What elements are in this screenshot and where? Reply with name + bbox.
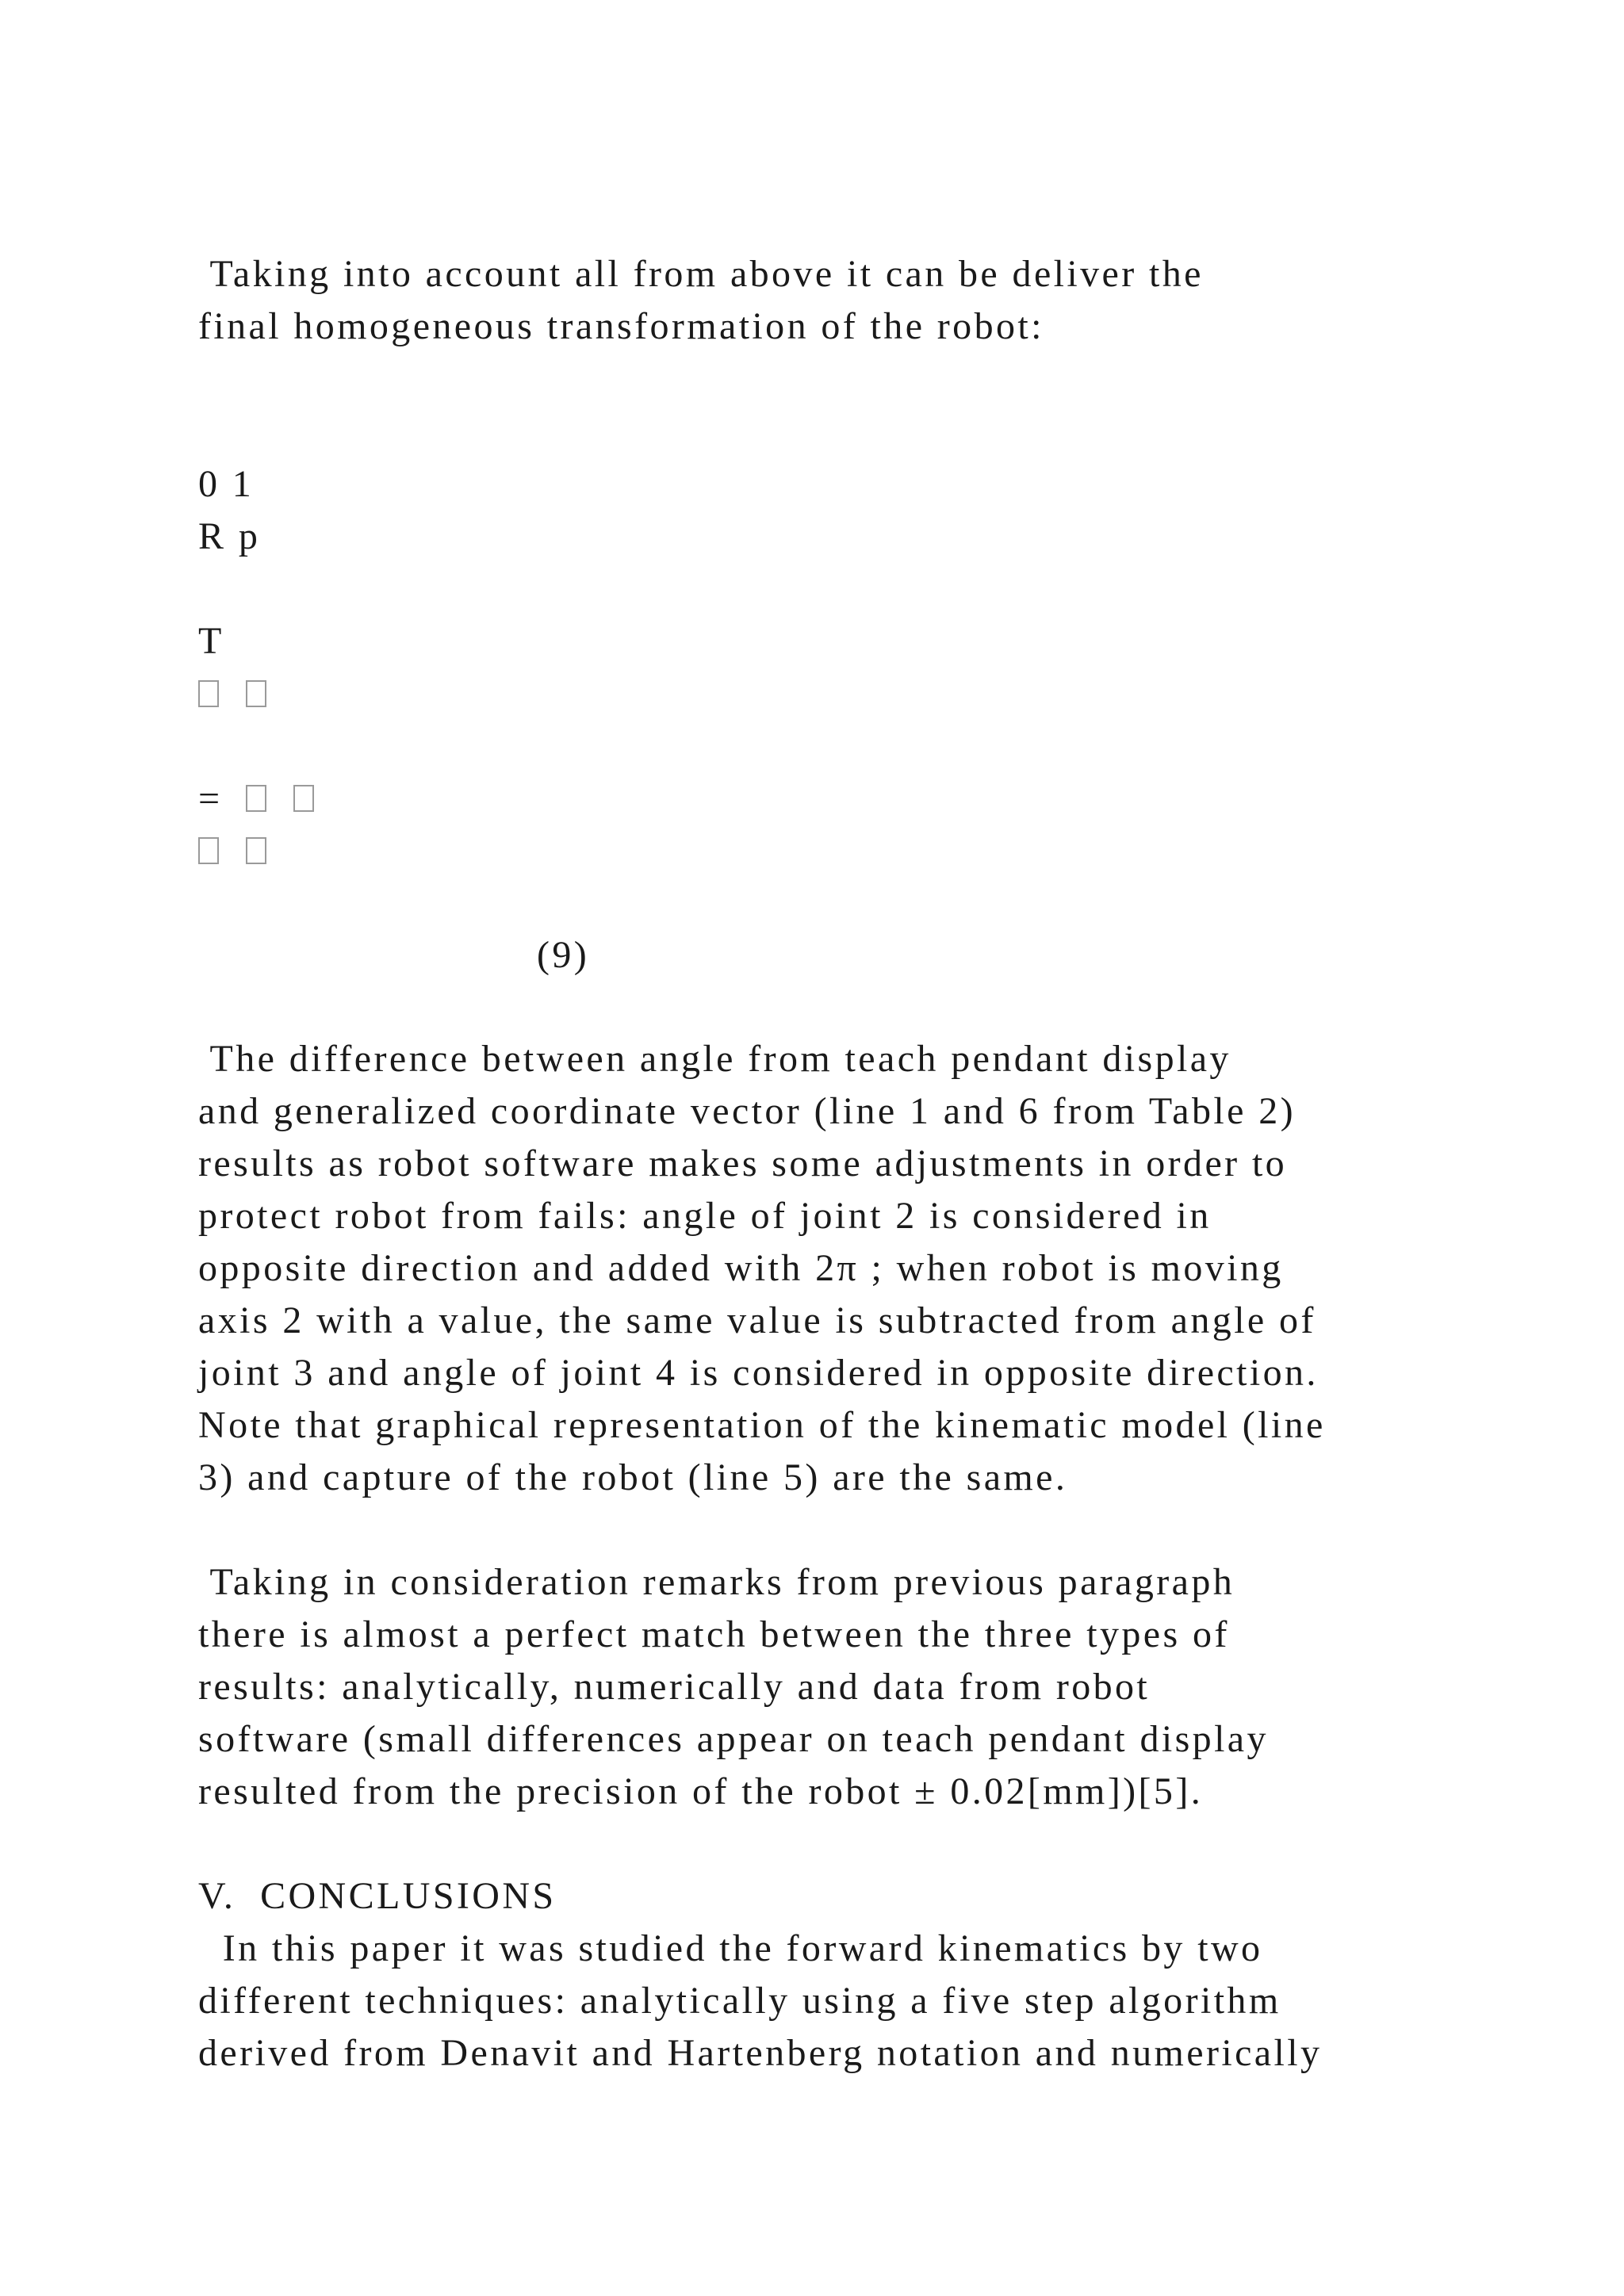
missing-glyph-icon <box>246 680 266 707</box>
paragraph3-line1: Taking in consideration remarks from previous paragraph <box>198 1561 1235 1603</box>
paragraph2-line9: 3) and capture of the robot (line 5) are the same. <box>198 1456 1068 1498</box>
paragraph2-line7: joint 3 and angle of joint 4 is considered in opposite direction. <box>198 1352 1319 1394</box>
equals-sign: = <box>198 777 223 820</box>
equation-bracket-row-1 <box>198 668 293 720</box>
paragraph2-line1: The difference between angle from teach pendant display <box>198 1038 1231 1080</box>
paragraph2-line5: opposite direction and added with 2π ; when robot is moving <box>198 1247 1284 1289</box>
paragraph2-line4: protect robot from fails: angle of joint 2 is considered in <box>198 1195 1212 1237</box>
paragraph1-line2: final homogeneous transformation of the robot: <box>198 305 1044 347</box>
paragraph3-line2: there is almost a perfect match between the three types of <box>198 1613 1230 1655</box>
paragraph3-line4: software (small differences appear on teach pendant display <box>198 1718 1269 1760</box>
missing-glyph-icon <box>246 785 266 812</box>
paragraph2-line3: results as robot software makes some adjustments in order to <box>198 1142 1288 1184</box>
equation-bracket-row-3 <box>198 825 293 877</box>
conclusions-line2: different techniques: analytically using a five step algorithm <box>198 1980 1281 2022</box>
missing-glyph-icon <box>198 837 219 864</box>
paragraph1-line1: Taking into account all from above it can be deliver the <box>198 253 1204 295</box>
equation-row-rp: R p <box>198 515 261 557</box>
conclusions-line1: In this paper it was studied the forward kinematics by two <box>198 1927 1263 1969</box>
equation-bracket-row-2 <box>198 772 341 825</box>
missing-glyph-icon <box>293 785 314 812</box>
section-heading-conclusions: V. CONCLUSIONS <box>198 1875 557 1917</box>
paragraph3-line5: resulted from the precision of the robot ± 0.02[mm])[5]. <box>198 1770 1204 1812</box>
equation-row-t: T <box>198 620 224 662</box>
equation-row-indices: 0 1 <box>198 463 255 505</box>
conclusions-line3: derived from Denavit and Hartenberg notation and numerically <box>198 2032 1323 2074</box>
paragraph2-line8: Note that graphical representation of the kinematic model (line <box>198 1404 1326 1446</box>
missing-glyph-icon <box>198 680 219 707</box>
missing-glyph-icon <box>246 837 266 864</box>
equation-number: (9) <box>537 934 590 976</box>
paragraph2-line6: axis 2 with a value, the same value is subtracted from angle of <box>198 1299 1316 1341</box>
paragraph3-line3: results: analytically, numerically and data from robot <box>198 1666 1151 1708</box>
paragraph2-line2: and generalized coordinate vector (line 1 and 6 from Table 2) <box>198 1090 1296 1132</box>
